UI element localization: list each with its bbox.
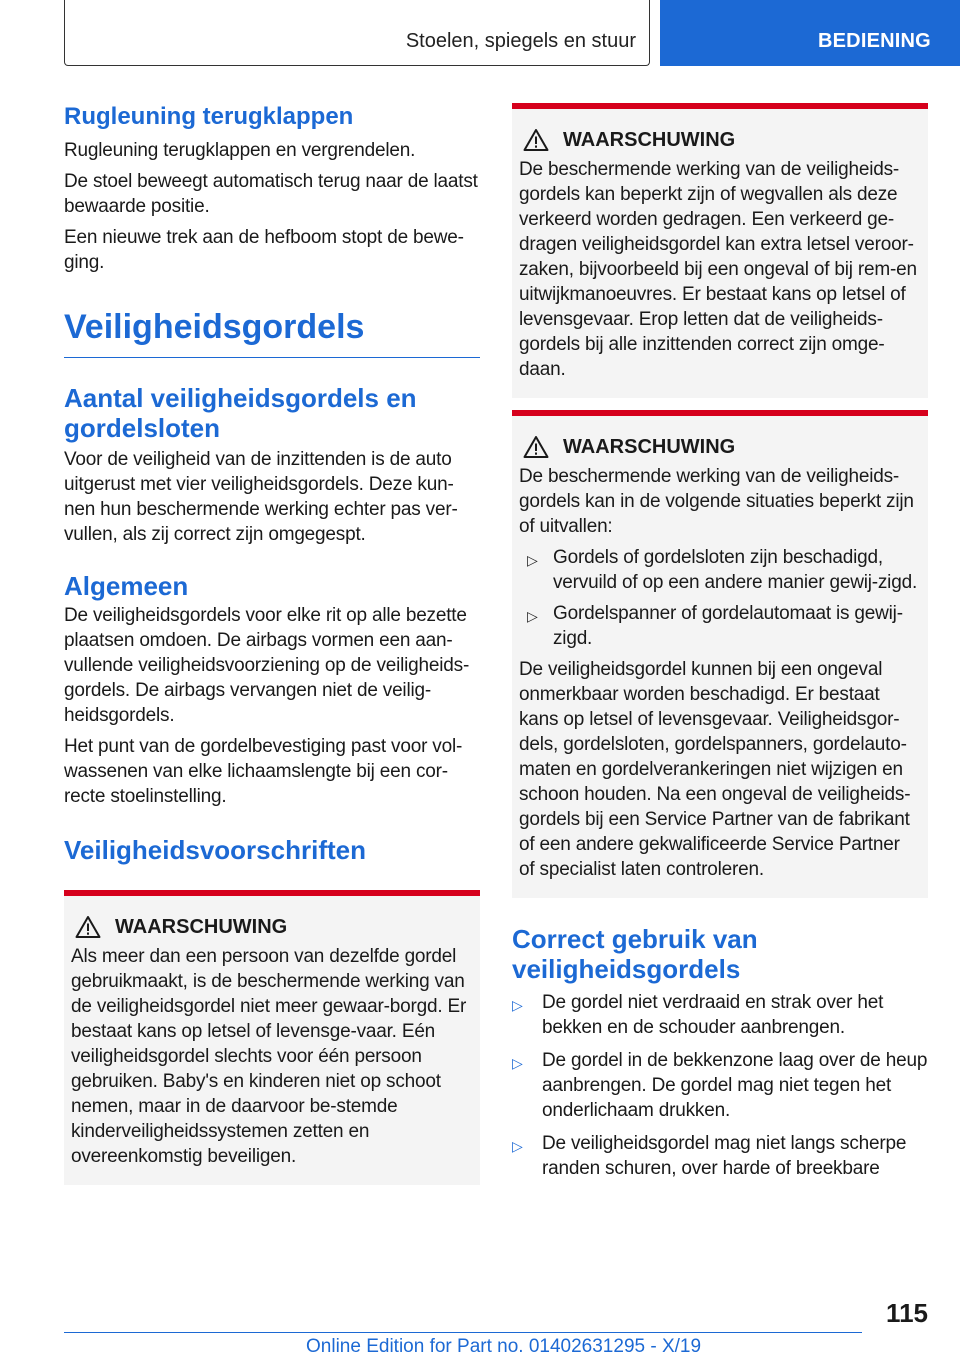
paragraph: Voor de veiligheid van de inzittenden is de auto uitgerust met vier veiligheidsgordels. Deze kun-nen hun beschermende werking echter pas ver-vullen, als zij correct zijn omgegespt. [64,449,458,545]
list-item [519,601,920,651]
warning-text: De beschermende werking van de veiligheids-gordels kan in de volgende situaties beperkt zijn of uitvallen: [519,466,914,537]
warning-title: WAARSCHUWING [115,916,288,938]
heading-veiligheidsvoorschriften: Veiligheidsvoorschriften [64,835,366,865]
footer-rule [64,1332,862,1333]
list-item-text: De gordel niet verdraaid en strak over het bekken en de schouder aanbrengen. [542,992,884,1038]
paragraph: De stoel beweegt automatisch terug naar de laatst bewaarde positie. [64,171,478,217]
warning-triangle-icon [75,915,101,939]
list-item [519,545,920,595]
warning-triangle-icon [523,435,549,459]
warning-title: WAARSCHUWING [563,129,736,151]
warning-text: Als meer dan een persoon van dezelfde gordel gebruikmaakt, is de beschermende werking van de veiligheidsgordel niet meer gewaar-borgd. Er bestaat kans op letsel of levensge-vaar. Eén veiligheidsgordel slechts voor één persoon gebruiken. Baby's en kinderen niet op schoot nemen, maar in de daarvoor be-stemde kinderveiligheidssystemen zetten en overeenkomstig beveiligen. [71,946,467,1167]
bullet-triangle-icon: ▷ [512,1055,523,1071]
warning-box [512,410,928,898]
list-item-text: Gordelspanner of gordelautomaat is gewij-zigd. [553,603,903,649]
paragraph: Een nieuwe trek aan de hefboom stopt de bewe-ging. [64,227,464,273]
heading-correct-gebruik: Correct gebruik van veiligheidsgordels [512,924,758,984]
list-item-text: Gordels of gordelsloten zijn beschadigd, vervuild of op een andere manier gewij-zigd. [553,547,918,593]
bullet-triangle-icon: ▷ [512,997,523,1013]
list-item [512,1048,928,1123]
list-item [512,1131,928,1181]
heading-algemeen: Algemeen [64,571,189,601]
heading-aantal: Aantal veiligheidsgordels en gordelsloten [64,383,417,443]
heading-rugleuning: Rugleuning terugklappen [64,103,354,130]
paragraph: Het punt van de gordelbevestiging past voor vol-wassenen van elke lichaamslengte bij een cor-recte stoelinstelling. [64,736,463,807]
paragraph: Rugleuning terugklappen en vergrendelen. [64,140,416,161]
warning-triangle-icon [523,128,549,152]
warning-box [64,890,480,1185]
footer-edition: Online Edition for Part no. 01402631295 - X/19 [306,1336,702,1357]
list-item-text: De veiligheidsgordel mag niet langs scherpe randen schuren, over harde of breekbare [542,1133,907,1179]
paragraph: De veiligheidsgordels voor elke rit op alle bezette plaatsen omdoen. De airbags vormen een aan-vullende veiligheidsvoorziening op de veiligheids-gordels. De airbags vervangen niet de veilig-heidsgordels. [64,605,470,726]
warning-text: De veiligheidsgordel kunnen bij een ongeval onmerkbaar worden beschadigd. Er bestaat kans op letsel of levensgevaar. Veiligheidsgor-dels, gordelsloten, gordelspanners, gordelauto-maten en gordelverankeringen niet wijzigen en schoon houden. Na een ongeval de veiligheids-gordels bij een Service Partner van de fabrikant of een andere gekwalificeerde Service Partner of specialist laten controleren. [519,659,911,880]
bullet-triangle-icon: ▷ [512,1138,523,1154]
warning-box [512,103,928,398]
list-item [512,990,928,1040]
heading-veiligheidsgordels: Veiligheidsgordels [64,307,480,358]
bullet-triangle-icon: ▷ [527,552,538,568]
section-title: Stoelen, spiegels en stuur [405,30,636,52]
warning-text: De beschermende werking van de veiligheids-gordels kan beperkt zijn of wegvallen als deze verkeerd worden gedragen. Een verkeerd ge-dragen veiligheidsgordel kan extra letsel veroor-zaken, bijvoorbeeld bij een ongeval of bij rem-en uitwijkmanoeuvres. Er bestaat kans op letsel of levensgevaar. Erop letten dat de veiligheids-gordels bij alle inzittenden correct zijn omge-daan. [519,159,917,380]
chapter-tab-label: BEDIENING [818,30,931,52]
page-number: 115 [886,1298,928,1328]
warning-title: WAARSCHUWING [563,436,736,458]
bullet-triangle-icon: ▷ [527,608,538,624]
chapter-tab[interactable] [660,0,960,66]
left-column [64,100,480,1185]
right-column [512,103,928,1181]
list-item-text: De gordel in de bekkenzone laag over de heup aanbrengen. De gordel mag niet tegen het onderlichaam drukken. [542,1050,928,1121]
